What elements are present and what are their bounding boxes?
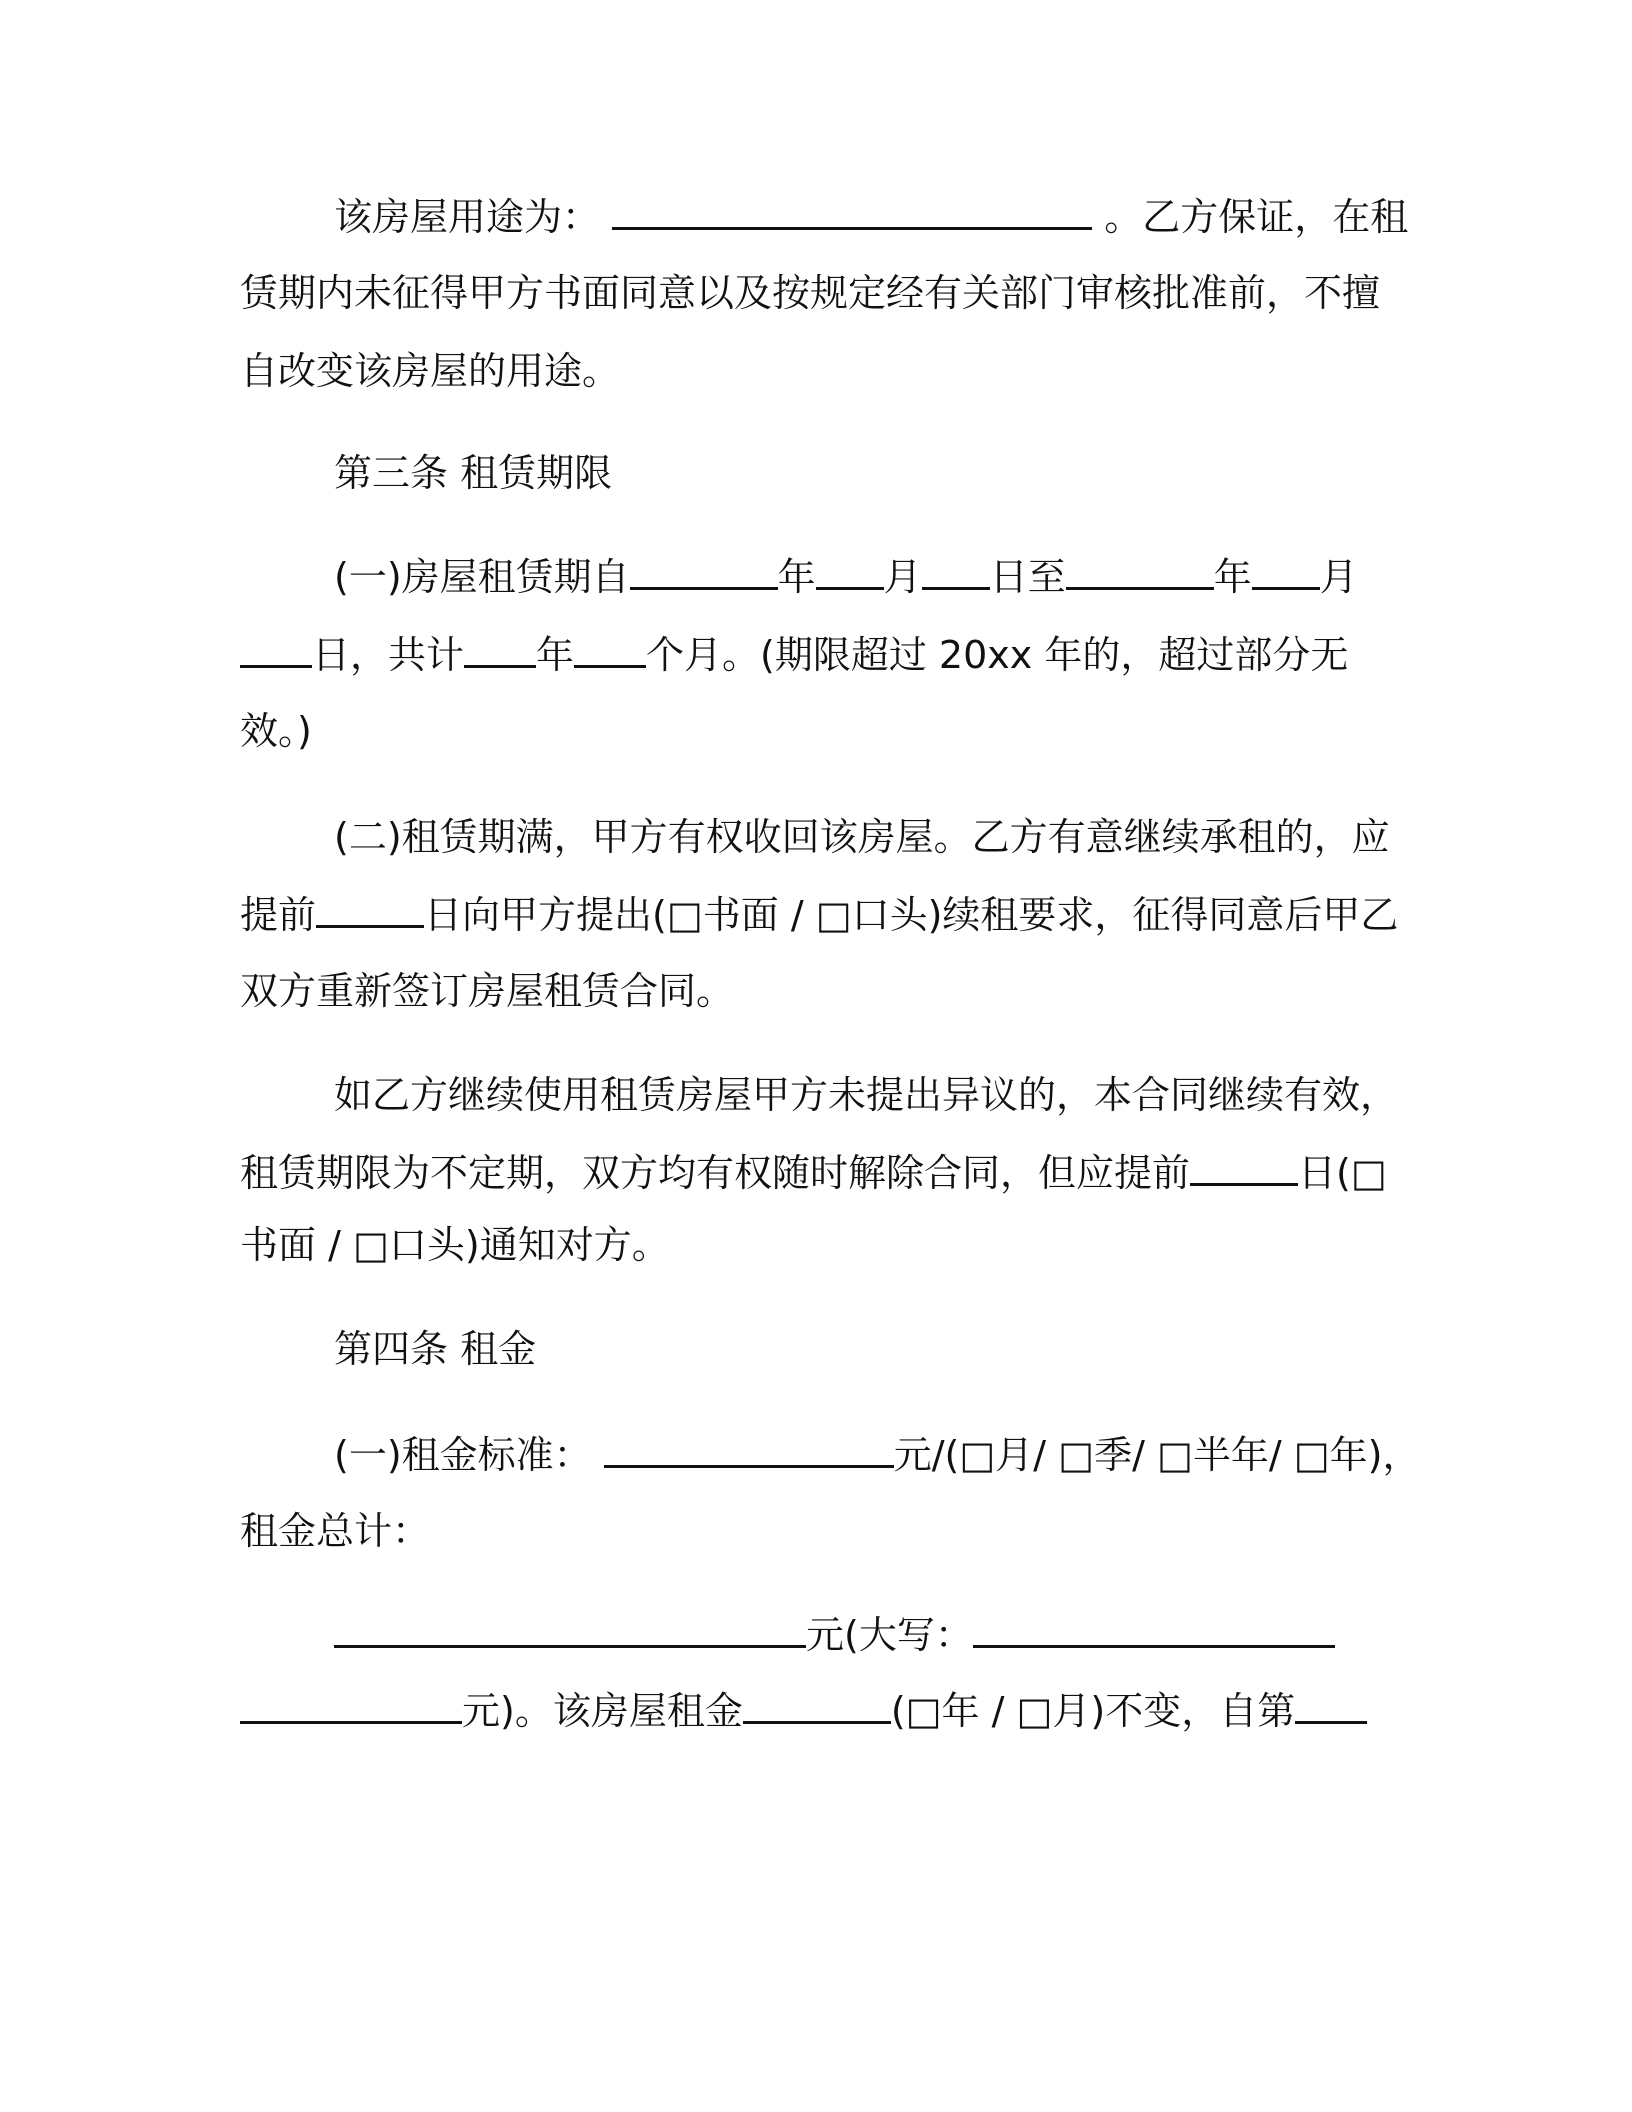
rent-close-text: 元)。该房屋租金: [462, 1689, 743, 1733]
purpose-line-2: 赁期内未征得甲方书面同意以及按规定经有关部门审核批准前，不擅: [240, 271, 1381, 315]
rent-total-blank[interactable]: [334, 1609, 806, 1648]
purpose-line: [334, 190, 1408, 244]
rent-total-line: [334, 1608, 1335, 1662]
rent-standard-prefix: (一)租金标准：: [334, 1433, 592, 1477]
renewal-days-blank[interactable]: [316, 889, 424, 928]
start-year-blank[interactable]: [630, 551, 778, 590]
end-day-blank[interactable]: [240, 629, 312, 668]
article-3-heading: 第三条 租赁期限: [334, 451, 613, 495]
lease-term-line-3: 效。): [240, 709, 312, 753]
months-note: 个月。(期限超过 20xx 年的，超过部分无: [646, 633, 1349, 677]
start-day-blank[interactable]: [922, 551, 990, 590]
lease-term-line-2: [240, 628, 1348, 682]
rent-standard-line: [334, 1428, 1420, 1482]
total-years-blank[interactable]: [464, 629, 536, 668]
rent-unchanged-blank[interactable]: [743, 1685, 891, 1724]
day-to-label: 日至: [989, 555, 1066, 599]
rent-upper-blank[interactable]: [973, 1609, 1335, 1648]
purpose-label: 该房屋用途为：: [334, 195, 601, 239]
rent-total-label: 租金总计：: [240, 1509, 431, 1553]
indefinite-term-suffix: 日(□: [1298, 1151, 1387, 1195]
indefinite-term-line-3: 书面 / □口头)通知对方。: [240, 1223, 670, 1267]
end-month-label: 月: [1319, 555, 1358, 599]
rent-unit-text: 元/(□月/ □季/ □半年/ □年)，: [893, 1433, 1421, 1477]
purpose-line-3: 自改变该房屋的用途。: [240, 349, 621, 393]
renewal-line-2: [240, 888, 1398, 942]
month-label: 月: [883, 555, 922, 599]
notice-days-blank[interactable]: [1190, 1147, 1298, 1186]
renewal-prefix: 提前: [240, 893, 317, 937]
rent-unchanged-line: [240, 1684, 1367, 1738]
total-months-blank[interactable]: [574, 629, 646, 668]
start-month-blank[interactable]: [816, 551, 884, 590]
indefinite-term-line-1: 如乙方继续使用租赁房屋甲方未提出异议的，本合同继续有效，: [334, 1073, 1399, 1117]
renewal-suffix: 日向甲方提出(□书面 / □口头)续租要求，征得同意后甲乙: [424, 893, 1399, 937]
indefinite-term-prefix: 租赁期限为不定期，双方均有权随时解除合同，但应提前: [240, 1151, 1191, 1195]
lease-term-line-1: [334, 550, 1358, 604]
rent-upper-blank-cont[interactable]: [240, 1685, 462, 1724]
end-year-label: 年: [1213, 555, 1252, 599]
lease-term-prefix: (一)房屋租赁期自: [334, 555, 630, 599]
guarantee-text: 。乙方保证，在租: [1104, 195, 1409, 239]
rent-unchanged-text: (□年 / □月)不变，自第: [890, 1689, 1296, 1733]
rent-upper-label: 元(大写：: [806, 1613, 973, 1657]
purpose-blank[interactable]: [612, 191, 1092, 230]
rent-start-blank[interactable]: [1295, 1685, 1367, 1724]
year-label: 年: [777, 555, 816, 599]
rent-amount-blank[interactable]: [604, 1429, 894, 1468]
renewal-line-3: 双方重新签订房屋租赁合同。: [240, 969, 735, 1013]
day-total-label: 日，共计: [312, 633, 465, 677]
indefinite-term-line-2: [240, 1146, 1387, 1200]
article-4-heading: 第四条 租金: [334, 1327, 537, 1371]
end-month-blank[interactable]: [1252, 551, 1320, 590]
renewal-line-1: (二)租赁期满，甲方有权收回该房屋。乙方有意继续承租的，应: [334, 815, 1390, 859]
total-year-label: 年: [536, 633, 575, 677]
end-year-blank[interactable]: [1066, 551, 1214, 590]
